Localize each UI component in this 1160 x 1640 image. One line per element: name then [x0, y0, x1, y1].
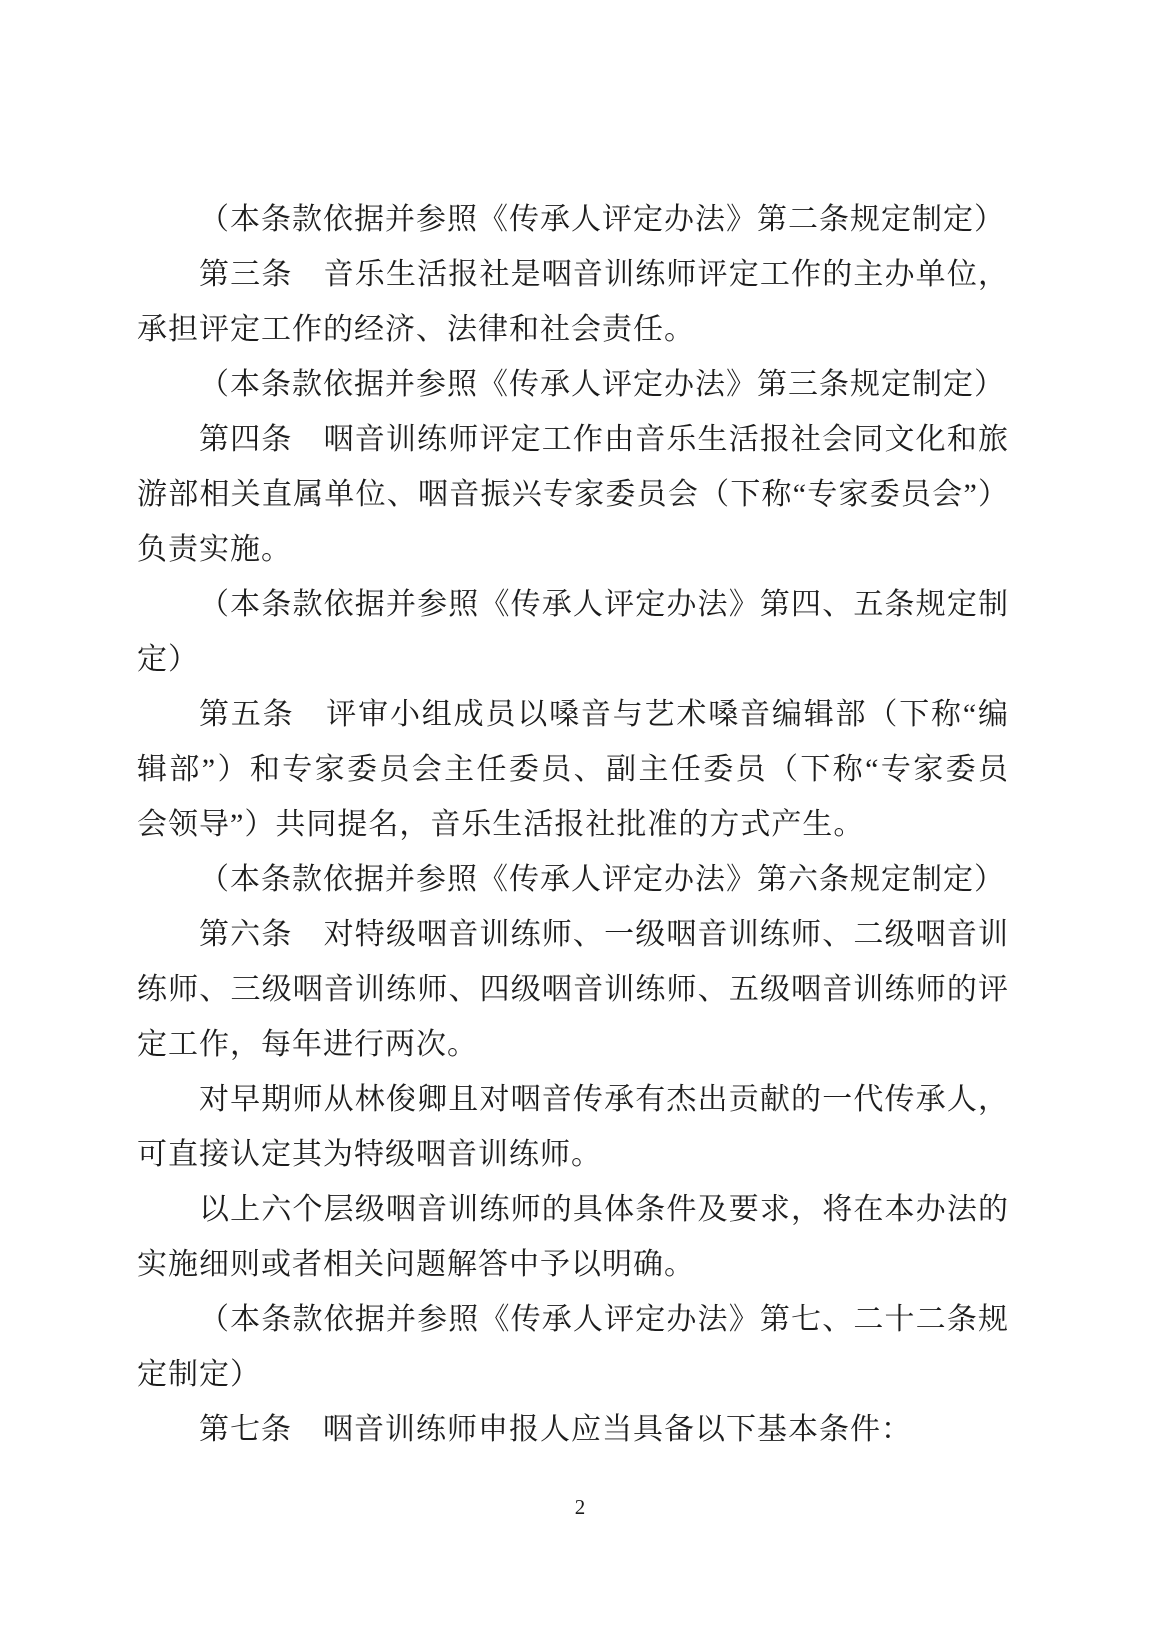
document-body [137, 192, 1009, 1457]
annotation-article-4-5-line-2: 定） [137, 643, 199, 676]
annotation-article-7-22-line-1: （本条款依据并参照《传承人评定办法》第七、二十二条规 [199, 1303, 1009, 1336]
article-6-line-3: 定工作，每年进行两次。 [137, 1028, 478, 1061]
annotation-article-2-line-1: （本条款依据并参照《传承人评定办法》第二条规定制定） [199, 203, 1005, 236]
article-5-line-1: 第五条 评审小组成员以嗓音与艺术嗓音编辑部（下称“编 [199, 698, 1009, 731]
article-4-line-3: 负责实施。 [137, 533, 292, 566]
annotation-article-3-line-1: （本条款依据并参照《传承人评定办法》第三条规定制定） [199, 368, 1005, 401]
article-6-line-2: 练师、三级咽音训练师、四级咽音训练师、五级咽音训练师的评 [137, 973, 1009, 1006]
annotation-article-4-5-line-1: （本条款依据并参照《传承人评定办法》第四、五条规定制 [199, 588, 1009, 621]
article-6-paragraph-3-line-1: 以上六个层级咽音训练师的具体条件及要求，将在本办法的 [199, 1193, 1009, 1226]
article-5-line-3: 会领导”）共同提名，音乐生活报社批准的方式产生。 [137, 808, 865, 841]
article-3-line-1: 第三条 音乐生活报社是咽音训练师评定工作的主办单位， [199, 258, 1009, 291]
annotation-article-7-22-line-2: 定制定） [137, 1358, 261, 1391]
article-6-paragraph-2-line-2: 可直接认定其为特级咽音训练师。 [137, 1138, 602, 1171]
page-number: 2 [574, 1495, 586, 1519]
annotation-article-6-line-1: （本条款依据并参照《传承人评定办法》第六条规定制定） [199, 863, 1005, 896]
article-4-line-2: 游部相关直属单位、咽音振兴专家委员会（下称“专家委员会”） [137, 478, 1009, 511]
article-6-paragraph-3-line-2: 实施细则或者相关问题解答中予以明确。 [137, 1248, 695, 1281]
article-4-line-1: 第四条 咽音训练师评定工作由音乐生活报社会同文化和旅 [199, 423, 1009, 456]
article-6-line-1: 第六条 对特级咽音训练师、一级咽音训练师、二级咽音训 [199, 918, 1009, 951]
article-6-paragraph-2-line-1: 对早期师从林俊卿且对咽音传承有杰出贡献的一代传承人， [199, 1083, 1009, 1116]
article-7-line-1: 第七条 咽音训练师申报人应当具备以下基本条件： [199, 1413, 912, 1446]
article-5-line-2: 辑部”）和专家委员会主任委员、副主任委员（下称“专家委员 [137, 753, 1009, 786]
article-3-line-2: 承担评定工作的经济、法律和社会责任。 [137, 313, 695, 346]
